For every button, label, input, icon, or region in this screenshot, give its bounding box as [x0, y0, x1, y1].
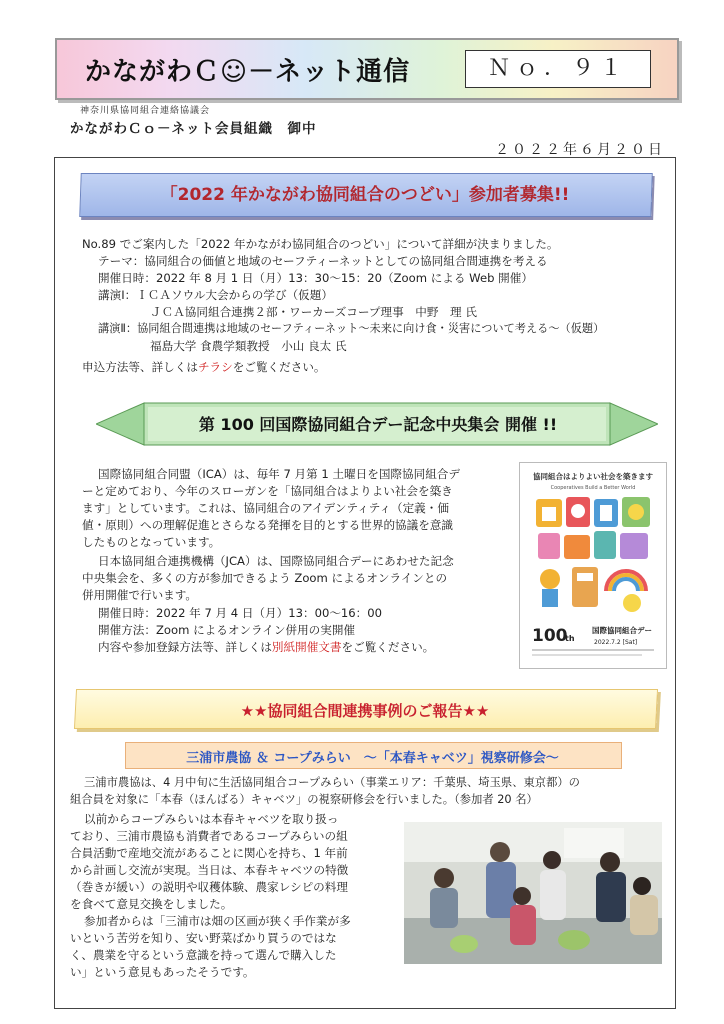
s2-para1-line3: ます」としています。これは、協同組合のアイデンティティ（定義・価: [82, 501, 449, 515]
s2-para1-line5: したものとなっています。: [82, 535, 221, 549]
s3-line12: い」という意見もあったそうです。: [70, 965, 255, 979]
poster-headline: 協同組合はよりよい社会を築きます: [533, 472, 653, 481]
newsletter-title: かながわＣ☺－ネット通信: [85, 57, 411, 87]
s3-line8: を食べて意見交換をしました。: [70, 897, 233, 911]
poster-date: 2022.7.2 [Sat]: [594, 639, 638, 646]
section2-heading: 第 100 回国際協同組合デー記念中央集会 開催 !!: [198, 415, 558, 434]
section1-heading: [80, 180, 650, 205]
s2-para1-line4: 値・原則）への理解促進とさらなる発揮を目的とする世界的協議を意識: [82, 518, 454, 532]
s1-lecturer2: 福島大学 食農学類教授 小山 良太 氏: [150, 339, 347, 353]
section3-subtitle: 三浦市農協 ＆ コープみらい ～「本春キャベツ」視察研修会～: [186, 751, 559, 766]
s2-para2-line2: 中央集会を、多くの方が参加できるよう Zoom によるオンラインとの: [82, 571, 448, 585]
s2-para2-line1: 日本協同組合連携機構（JCA）は、国際協同組合デーにあわせた記念: [98, 554, 454, 568]
s1-lecture2: 講演Ⅱ：協同組合間連携は地域のセーフティーネット～未来に向け食・災害について考える～（仮題）: [98, 322, 605, 335]
poster-event: 国際協同組合デー: [592, 626, 652, 635]
s3-line6: から計画し交流が実現。当日は、本春キャベツの特徴: [70, 863, 349, 877]
event-document-link[interactable]: 別紙開催文書: [271, 640, 342, 654]
poster-number: 100: [532, 626, 568, 646]
masthead: [55, 38, 679, 100]
poster-subline: Cooperatives Build a Better World: [550, 485, 636, 491]
s3-line4: ており、三浦市農協も消費者であるコープみらいの組: [70, 829, 348, 843]
coop-day-poster: [519, 462, 667, 669]
addressee: かながわＣｏ－ネット会員組織 御中: [70, 121, 317, 137]
flyer-link[interactable]: チラシ: [197, 360, 233, 374]
publisher-name: 神奈川県協同組合連絡協議会: [80, 106, 211, 116]
s2-closing-suffix: をご覧ください。: [341, 640, 435, 654]
poster-illustration: [520, 463, 666, 668]
publication-date: ２０２２年６月２０日: [495, 142, 665, 158]
s2-method: 開催方法：Zoom によるオンライン併用の実開催: [98, 623, 356, 637]
issue-number: Ｎｏ．９１: [465, 50, 651, 88]
s3-line7: （巻きが緩い）の説明や収穫体験、農家レシピの料理: [70, 880, 348, 894]
s2-closing: [98, 639, 434, 656]
section1-heading-tail: 参加者募集!!: [468, 185, 570, 205]
s3-line9: 参加者からは「三浦市は畑の区画が狭く手作業が多: [84, 914, 351, 928]
s1-lecture1: 講演Ⅰ：ＩＣＡソウル大会からの学び（仮題）: [98, 288, 333, 302]
section1-heading-main: 「2022 年かながわ協同組合のつどい」: [160, 185, 469, 205]
s1-datetime: 開催日時：2022 年 8 月 1 日（月）13：30～15：20（Zoom による Web 開催）: [98, 271, 533, 285]
s2-para2-line3: 併用開催で行います。: [82, 588, 198, 602]
study-tour-photo: [404, 822, 662, 964]
s1-theme: テーマ：協同組合の価値と地域のセーフティーネットとしての協同組合間連携を考える: [98, 254, 548, 268]
s2-para1-line1: 国際協同組合同盟（ICA）は、毎年 7 月第 1 土曜日を国際協同組合デ: [98, 467, 460, 481]
s2-para1-line2: ーと定めており、今年のスローガンを「協同組合はよりよい社会を築き: [82, 484, 453, 498]
s2-datetime: 開催日時：2022 年 7 月 4 日（月）13：00～16：00: [98, 606, 383, 620]
s1-closing-prefix: 申込方法等、詳しくは: [82, 360, 198, 374]
s1-closing-suffix: をご覧ください。: [232, 360, 326, 374]
s3-line1: 三浦市農協は、4 月中旬に生活協同組合コープみらい（事業エリア：千葉県、埼玉県、東京都）の: [84, 776, 580, 789]
photo-illustration: [404, 822, 662, 964]
s3-line5: 合員活動で産地交流があることに関心を持ち、1 年前: [70, 846, 348, 860]
s2-closing-prefix: 内容や参加登録方法等、詳しくは: [98, 640, 272, 654]
s1-closing: [82, 359, 326, 376]
s1-lecturer1: ＪＣＡ協同組合連携２部・ワーカーズコープ理事 中野 理 氏: [150, 305, 477, 319]
poster-ordinal: th: [565, 634, 575, 643]
section3-heading: ★★協同組合間連携事例のご報告★★: [240, 702, 490, 720]
s1-intro: No.89 でご案内した「2022 年かながわ協同組合のつどい」について詳細が決まりました。: [82, 237, 559, 251]
s3-line10: いという苦労を知り、安い野菜ばかり買うのではな: [70, 931, 337, 945]
s3-line3: 以前からコープみらいは本春キャベツを取り扱っ: [84, 812, 339, 826]
s3-line2: 組合員を対象に「本春（ほんばる）キャベツ」の視察研修会を行いました。（参加者 20 名）: [70, 793, 538, 806]
s3-line11: く、農業を守るという意識を持って選んで購入した: [70, 948, 337, 962]
